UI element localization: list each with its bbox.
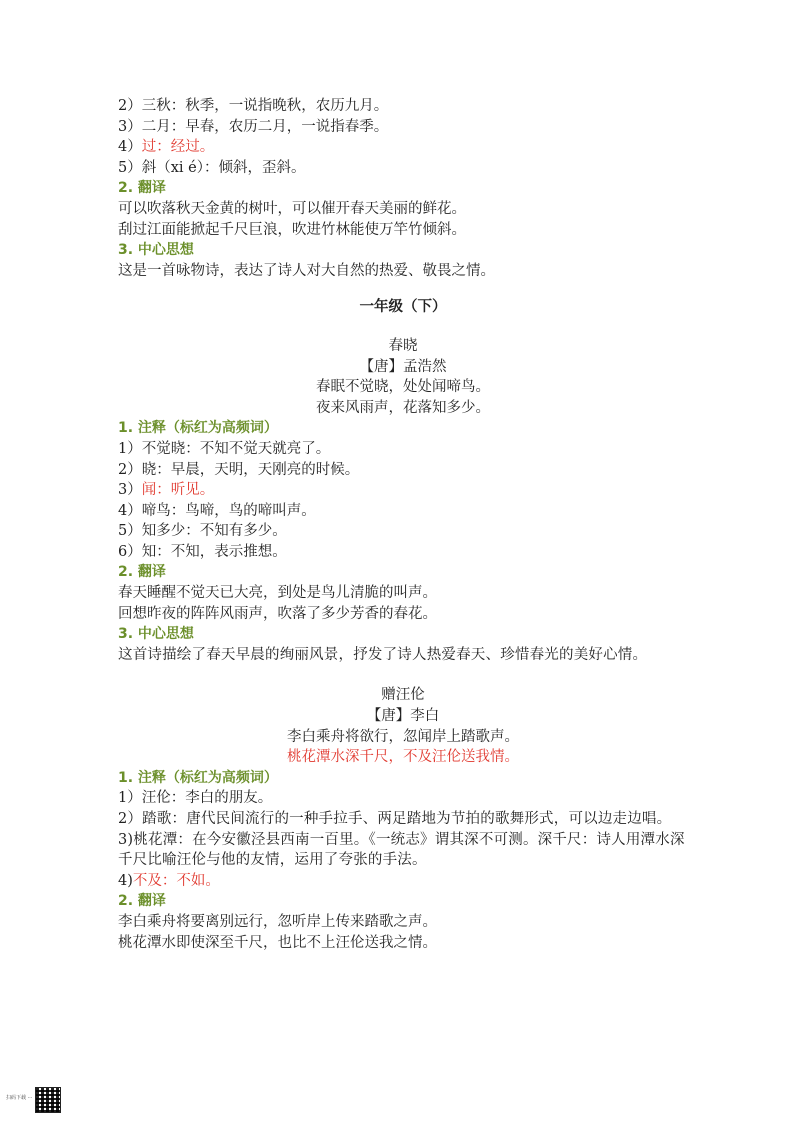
- note-item: 5）知多少：不知有多少。: [118, 523, 287, 540]
- section-heading: 2. 翻译: [118, 893, 166, 910]
- translation-line: 回想昨夜的阵阵风雨声，吹落了多少芳香的春花。: [118, 605, 437, 622]
- document-page: [118, 96, 688, 953]
- qr-caption: 扫码下载 ⋯: [6, 1095, 33, 1101]
- note-item: 4）啼鸟：鸟啼，鸟的啼叫声。: [118, 502, 316, 519]
- section-heading: 2. 翻译: [118, 180, 166, 197]
- qr-code-icon: [36, 1088, 60, 1112]
- note-item: 1）不觉晓：不知不觉天就亮了。: [118, 440, 331, 457]
- note-item: 3）二月：早春，农历二月，一说指春季。: [118, 118, 389, 135]
- translation-line: 李白乘舟将要离别远行，忽听岸上传来踏歌之声。: [118, 913, 437, 930]
- section-heading: 1. 注释（标红为高频词）: [118, 420, 278, 437]
- note-item: 4)不及：不如。: [118, 872, 220, 889]
- note-item: 3）闻：听见。: [118, 482, 215, 499]
- note-item: 4）过：经过。: [118, 139, 215, 156]
- poem-author: 【唐】李白: [366, 708, 440, 725]
- poem-line: 李白乘舟将欲行，忽闻岸上踏歌声。: [287, 728, 519, 745]
- poem-title: 赠汪伦: [381, 687, 425, 704]
- note-item: 1）汪伦：李白的朋友。: [118, 790, 273, 807]
- poem-title: 春晓: [388, 337, 418, 354]
- note-item: 2）踏歌：唐代民间流行的一种手拉手、两足踏地为节拍的歌舞形式，可以边走边唱。: [118, 811, 672, 827]
- note-item: 2）三秋：秋季，一说指晚秋，农历九月。: [118, 98, 389, 114]
- poem-line: 夜来风雨声，花落知多少。: [316, 399, 490, 416]
- top-notes: [118, 96, 688, 178]
- translation-line: 可以吹落秋天金黄的树叶，可以催开春天美丽的鲜花。: [118, 200, 466, 217]
- idea-text: 这首诗描绘了春天早晨的绚丽风景，抒发了诗人热爱春天、珍惜春光的美好心情。: [118, 646, 648, 663]
- note-item: 5）斜（xi é）：倾斜，歪斜。: [118, 159, 306, 176]
- translation-line: 桃花潭水即使深至千尺，也比不上汪伦送我之情。: [118, 934, 437, 951]
- poem-line: 春眠不觉晓，处处闻啼鸟。: [316, 379, 490, 396]
- note-item: 3)桃花潭：在今安徽泾县西南一百里。《一统志》谓其深不可测。深千尺：诗人用潭水深千尺比喻汪伦与他的友情，运用了夸张的手法。: [118, 831, 685, 869]
- note-item: 2）晓：早晨，天明，天刚亮的时候。: [118, 461, 360, 478]
- translation-line: 刮过江面能掀起千尺巨浪，吹进竹林能使万竿竹倾斜。: [118, 221, 466, 238]
- section-heading: 1. 注释（标红为高频词）: [118, 769, 278, 786]
- translation-line: 春天睡醒不觉天已大亮，到处是鸟儿清脆的叫声。: [118, 585, 437, 602]
- grade-heading: 一年级（下）: [359, 299, 447, 316]
- poem-line-highlight: 桃花潭水深千尺，不及汪伦送我情。: [287, 749, 519, 766]
- note-item: 6）知：不知，表示推想。: [118, 543, 287, 560]
- section-heading: 3. 中心思想: [118, 626, 194, 643]
- section-heading: 3. 中心思想: [118, 242, 194, 259]
- poem-author: 【唐】孟浩然: [359, 358, 447, 375]
- section-heading: 2. 翻译: [118, 564, 166, 581]
- idea-text: 这是一首咏物诗，表达了诗人对大自然的热爱、敬畏之情。: [118, 262, 495, 279]
